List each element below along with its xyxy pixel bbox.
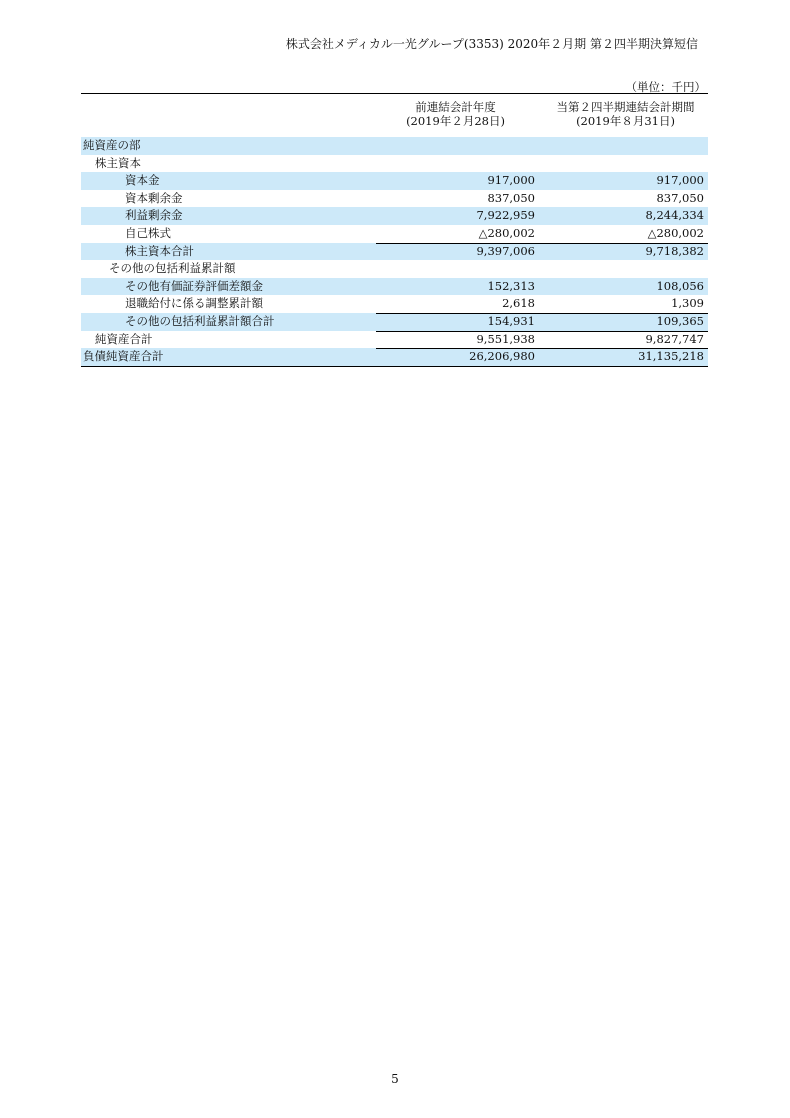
row-label: その他有価証券評価差額金 xyxy=(125,278,263,293)
table-row-subtotal xyxy=(81,331,708,349)
cell-curr: 837,050 xyxy=(656,190,704,205)
table-row-subtotal xyxy=(81,243,708,261)
cell-prev: 9,397,006 xyxy=(476,243,535,258)
table-row xyxy=(81,295,708,313)
cell-prev: 152,313 xyxy=(487,278,535,293)
row-label: 純資産合計 xyxy=(95,331,153,346)
cell-curr: 1,309 xyxy=(671,296,704,311)
row-label: 純資産の部 xyxy=(83,138,141,152)
table-row-subtotal xyxy=(81,313,708,331)
table-row xyxy=(81,137,708,155)
cell-curr: 108,056 xyxy=(656,278,704,293)
row-label: 資本金 xyxy=(125,173,160,188)
cell-prev: 9,551,938 xyxy=(476,331,535,346)
balance-sheet-table xyxy=(81,93,708,367)
table-row xyxy=(81,172,708,190)
row-label: 負債純資産合計 xyxy=(83,349,164,364)
table-row xyxy=(81,225,708,243)
cell-prev: 154,931 xyxy=(487,313,535,328)
table-row xyxy=(81,278,708,296)
row-label: 株主資本合計 xyxy=(125,243,194,258)
cell-curr: 9,827,747 xyxy=(645,331,704,346)
unit-label: （単位：千円） xyxy=(625,80,706,94)
cell-prev: 7,922,959 xyxy=(476,208,535,223)
cell-prev: 26,206,980 xyxy=(469,349,535,364)
cell-curr: 109,365 xyxy=(656,313,704,328)
table-row xyxy=(81,207,708,225)
row-label: 資本剰余金 xyxy=(125,190,183,205)
table-row xyxy=(81,190,708,208)
table-row-total xyxy=(81,348,708,367)
row-label: 利益剰余金 xyxy=(125,208,183,223)
cell-prev: 917,000 xyxy=(487,173,535,188)
cell-curr: 31,135,218 xyxy=(638,349,704,364)
cell-curr: △280,002 xyxy=(647,225,704,240)
row-label: その他の包括利益累計額合計 xyxy=(125,313,275,328)
cell-curr: 8,244,334 xyxy=(645,208,704,223)
row-label: 株主資本 xyxy=(95,155,141,170)
table-column-header xyxy=(81,94,708,137)
document-header-title: 株式会社メディカル一光グループ(3353) 2020年２月期 第２四半期決算短信 xyxy=(285,37,698,51)
cell-prev: △280,002 xyxy=(478,225,535,240)
page-number: 5 xyxy=(391,1072,399,1086)
cell-prev: 2,618 xyxy=(502,296,535,311)
cell-curr: 917,000 xyxy=(656,173,704,188)
cell-prev: 837,050 xyxy=(487,190,535,205)
cell-curr: 9,718,382 xyxy=(645,243,704,258)
row-label: 退職給付に係る調整累計額 xyxy=(125,296,263,311)
row-label: その他の包括利益累計額 xyxy=(109,261,236,276)
column-header-prev: 前連結会計年度 (2019年２月28日) xyxy=(406,100,505,128)
row-label: 自己株式 xyxy=(125,225,171,240)
table-row xyxy=(81,155,708,173)
column-header-curr: 当第２四半期連結会計期間 (2019年８月31日) xyxy=(556,100,695,128)
table-row xyxy=(81,260,708,278)
